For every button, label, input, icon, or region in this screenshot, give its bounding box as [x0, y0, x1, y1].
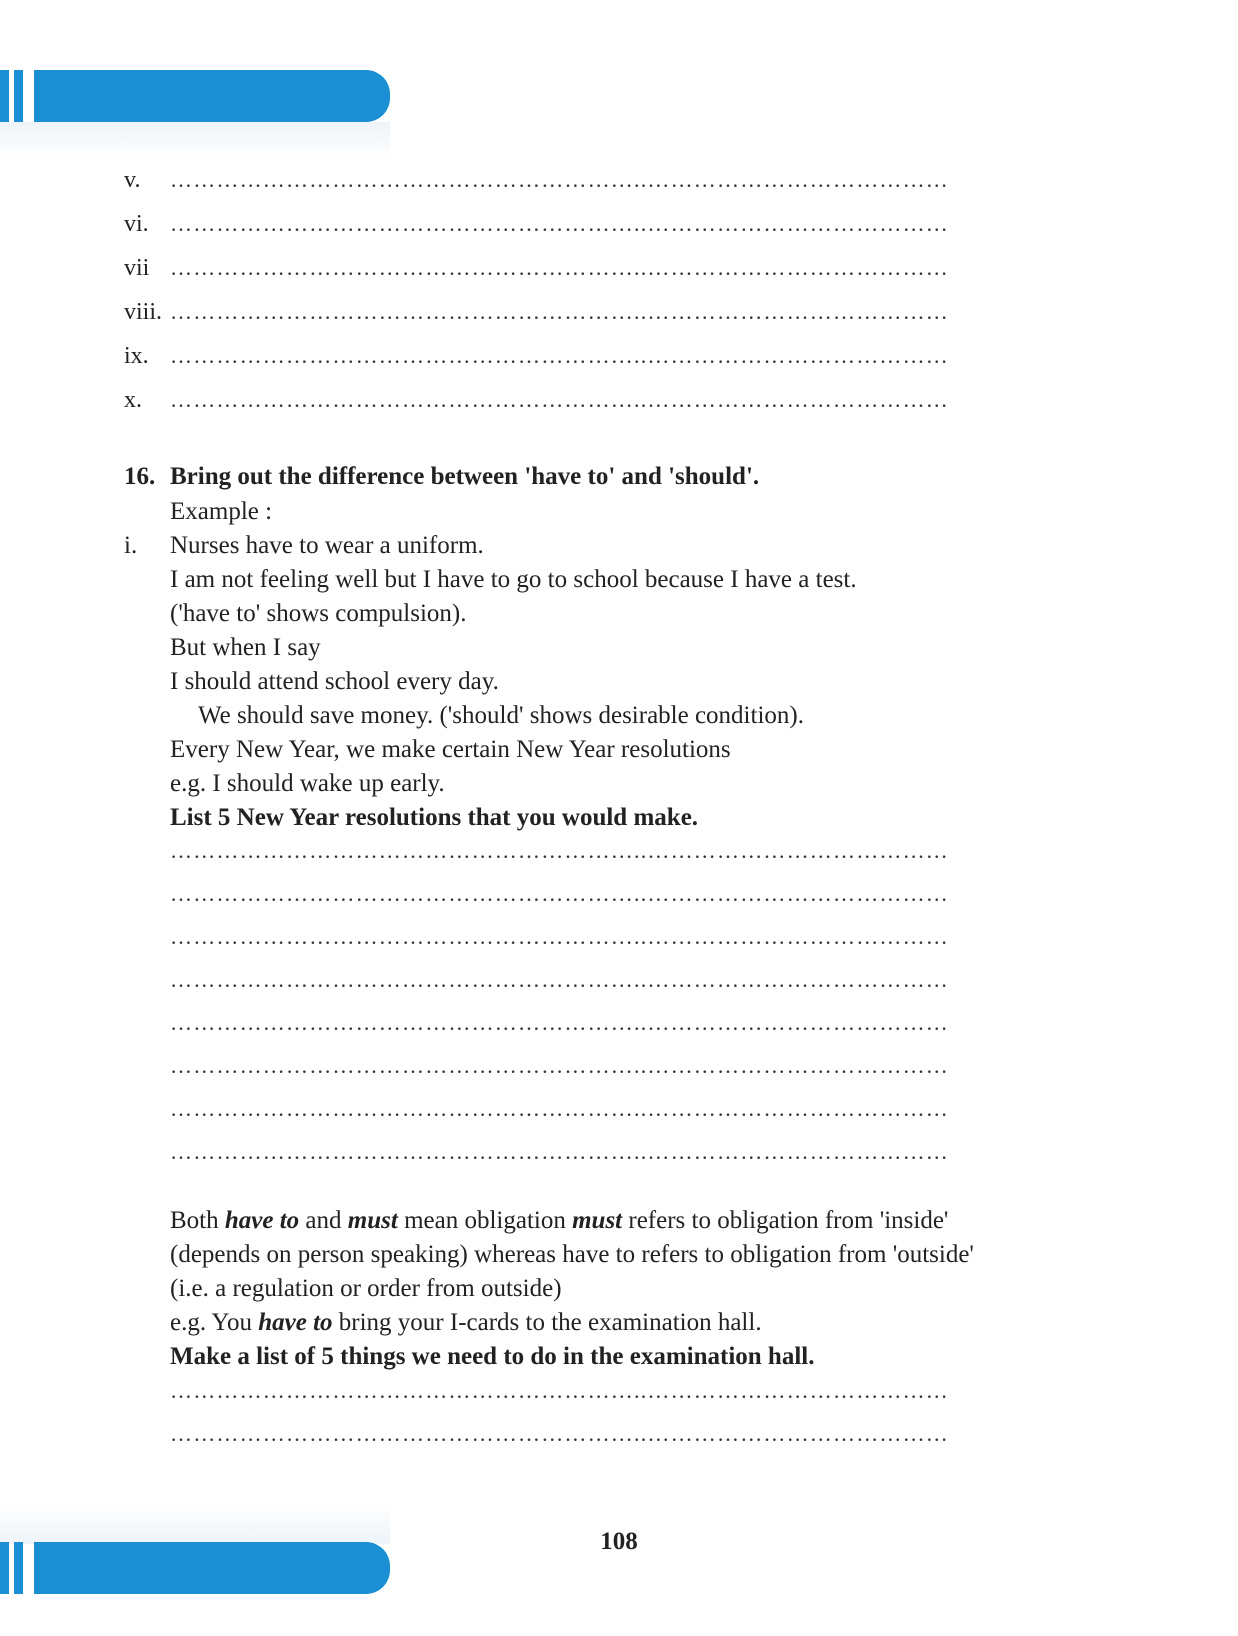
example-line: ('have to' shows compulsion).	[170, 600, 467, 627]
emphasis-must: must	[572, 1207, 623, 1234]
blank-line[interactable]: ……………………………………………………..…………………………………	[170, 387, 949, 412]
text-run: e.g. You	[170, 1309, 259, 1336]
footer-bar-1	[0, 1542, 9, 1594]
blank-line[interactable]: ……………………………………………………..…………………………………	[170, 343, 949, 368]
footer-pill	[34, 1542, 390, 1594]
blank-label: vi.	[124, 211, 149, 237]
example-line: I should attend school every day.	[170, 668, 499, 695]
example-line: Every New Year, we make certain New Year resolutions	[170, 736, 731, 763]
emphasis-have-to: have to	[224, 1207, 300, 1234]
footer-fade	[0, 1504, 390, 1544]
question-number: 16.	[124, 463, 156, 490]
must-example	[170, 1308, 762, 1338]
answer-line[interactable]: ……………………………………………………..…………………………………	[170, 1421, 949, 1446]
example-line: I am not feeling well but I have to go to school because I have a test.	[170, 566, 857, 593]
header-bar-1	[0, 70, 9, 122]
answer-line[interactable]: ……………………………………………………..…………………………………	[170, 881, 949, 906]
task-instruction: List 5 New Year resolutions that you would make.	[170, 804, 699, 831]
emphasis-have-to: have to	[258, 1309, 333, 1336]
blank-line[interactable]: ……………………………………………………..…………………………………	[170, 167, 949, 192]
task-instruction-exam: Make a list of 5 things we need to do in the examination hall.	[170, 1343, 815, 1370]
text-run: mean obligation	[397, 1207, 573, 1234]
must-paragraph-line-3: (i.e. a regulation or order from outside)	[170, 1275, 562, 1302]
must-paragraph-line-1	[170, 1206, 948, 1236]
header-band	[0, 70, 390, 122]
text-run: refers to obligation from 'inside'	[622, 1207, 949, 1234]
example-line: We should save money. ('should' shows desirable condition).	[198, 702, 804, 729]
blank-label: x.	[124, 387, 142, 413]
example-line: e.g. I should wake up early.	[170, 770, 445, 797]
answer-line[interactable]: ……………………………………………………..…………………………………	[170, 1053, 949, 1078]
text-run: and	[299, 1207, 348, 1234]
blank-line[interactable]: ……………………………………………………..…………………………………	[170, 211, 949, 236]
must-paragraph-line-2: (depends on person speaking) whereas have to refers to obligation from 'outside'	[170, 1241, 974, 1268]
emphasis-must: must	[347, 1207, 398, 1234]
answer-line[interactable]: ……………………………………………………..…………………………………	[170, 1139, 949, 1164]
page-number: 108	[600, 1528, 638, 1555]
question-title: Bring out the difference between 'have to' and 'should'.	[170, 463, 760, 490]
blank-label: ix.	[124, 343, 149, 369]
answer-line[interactable]: ……………………………………………………..…………………………………	[170, 1096, 949, 1121]
footer-bar-2	[14, 1542, 23, 1594]
answer-line[interactable]: ……………………………………………………..…………………………………	[170, 838, 949, 863]
example-label: Example :	[170, 498, 273, 525]
example-line: But when I say	[170, 634, 321, 661]
blank-label: viii.	[124, 299, 163, 325]
text-run: Both	[170, 1207, 225, 1234]
example-line: Nurses have to wear a uniform.	[170, 532, 484, 559]
header-fade	[0, 122, 390, 162]
blank-label: vii	[124, 255, 150, 281]
blank-line[interactable]: ……………………………………………………..…………………………………	[170, 255, 949, 280]
text-run: bring your I-cards to the examination hall.	[332, 1309, 762, 1336]
footer-band	[0, 1542, 390, 1594]
answer-line[interactable]: ……………………………………………………..…………………………………	[170, 1378, 949, 1403]
header-bar-2	[14, 70, 23, 122]
answer-line[interactable]: ……………………………………………………..…………………………………	[170, 924, 949, 949]
answer-line[interactable]: ……………………………………………………..…………………………………	[170, 967, 949, 992]
header-pill	[34, 70, 390, 122]
answer-line[interactable]: ……………………………………………………..…………………………………	[170, 1010, 949, 1035]
blank-label: v.	[124, 167, 141, 193]
item-number: i.	[124, 532, 138, 559]
blank-line[interactable]: ……………………………………………………..…………………………………	[170, 299, 949, 324]
